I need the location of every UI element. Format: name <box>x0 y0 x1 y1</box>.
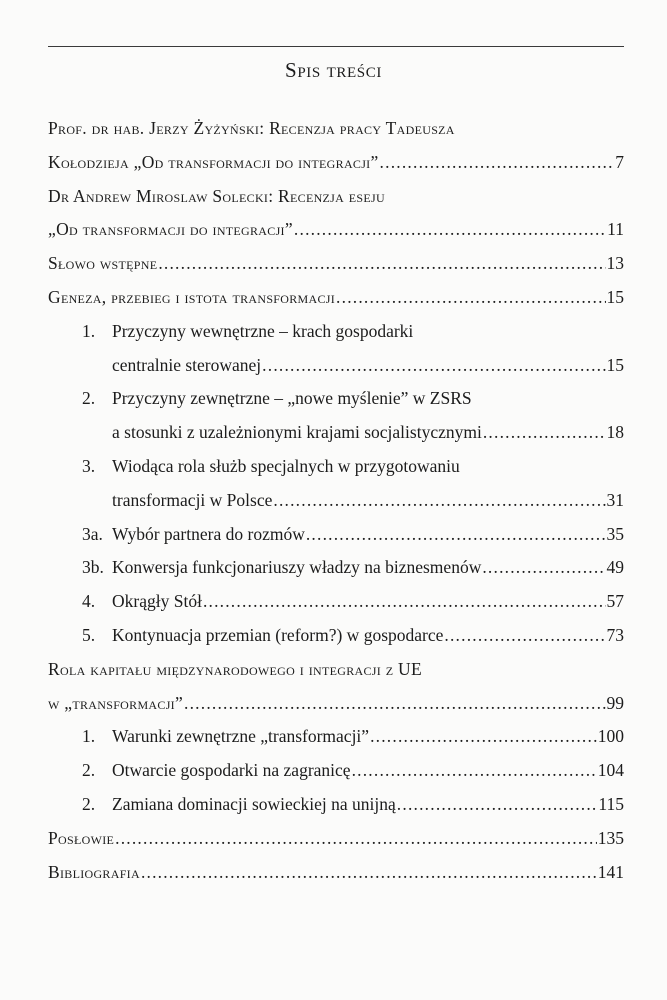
entry-title: Konwersja funkcjonariuszy władzy na biznesmenów <box>112 557 482 578</box>
entry-page-number: 57 <box>606 591 624 612</box>
entry-page-number: 104 <box>597 760 624 781</box>
dot-leader <box>397 788 598 822</box>
toc-entry[interactable] <box>48 551 624 585</box>
entry-number: 5. <box>82 624 96 645</box>
entry-page-number: 7 <box>615 151 624 172</box>
entry-page-number: 141 <box>597 861 624 882</box>
entry-title: a stosunki z uzależnionymi krajami socjalistycznymi <box>112 422 482 443</box>
dot-leader <box>203 585 606 619</box>
toc-entry-line[interactable] <box>48 180 624 214</box>
entry-title: Okrągły Stół <box>112 591 202 612</box>
entry-title: Rola kapitału międzynarodowego i integracji z UE <box>48 658 422 679</box>
toc-entry[interactable] <box>48 856 624 890</box>
toc-entry-line[interactable] <box>48 315 624 349</box>
entry-title: Posłowie <box>48 827 115 848</box>
toc-entry[interactable] <box>48 281 624 315</box>
toc-entry[interactable] <box>48 687 624 721</box>
entry-title: w „transformacji” <box>48 692 184 713</box>
entry-title: Prof. dr hab. Jerzy Żyżyński: Recenzja pracy Tadeusza <box>48 118 455 138</box>
entry-title: Bibliografia <box>48 861 140 882</box>
entry-number: 2. <box>82 760 96 781</box>
entry-page-number: 99 <box>606 692 624 713</box>
toc-entry[interactable] <box>48 146 624 180</box>
entry-number: 3b. <box>82 557 104 578</box>
dot-leader <box>294 213 606 247</box>
entry-title: Przyczyny wewnętrzne – krach gospodarki <box>112 320 414 341</box>
toc-entry[interactable] <box>48 484 624 518</box>
entry-title: Kontynuacja przemian (reform?) w gospodarce <box>112 624 444 645</box>
entry-title: Przyczyny zewnętrzne – „nowe myślenie” w ZSRS <box>112 388 472 409</box>
toc-entry[interactable] <box>48 754 624 788</box>
entry-page-number: 73 <box>606 624 624 645</box>
top-rule <box>48 46 624 47</box>
entry-title: Wybór partnera do rozmów <box>112 523 305 544</box>
dot-leader <box>115 822 597 856</box>
entry-number: 3a. <box>82 523 103 544</box>
entry-title: „Od transformacji do integracji” <box>48 219 293 240</box>
entry-title: Dr Andrew Miroslaw Solecki: Recenzja eseju <box>48 185 385 206</box>
entry-number: 3. <box>82 455 96 476</box>
toc-entry[interactable] <box>48 619 624 653</box>
entry-page-number: 100 <box>597 726 624 747</box>
toc-entry-line[interactable] <box>48 382 624 416</box>
dot-leader <box>158 247 605 281</box>
dot-leader <box>184 687 605 721</box>
entry-title: Otwarcie gospodarki na zagranicę <box>112 760 351 781</box>
entry-number: 1. <box>82 726 96 747</box>
entry-title: Wiodąca rola służb specjalnych w przygotowaniu <box>112 455 460 476</box>
toc-entry[interactable] <box>48 247 624 281</box>
toc-entry[interactable] <box>48 585 624 619</box>
entry-page-number: 135 <box>597 827 624 848</box>
entry-title: Słowo wstępne <box>48 253 158 274</box>
entry-title: Geneza, przebieg i istota transformacji <box>48 286 336 307</box>
dot-leader <box>370 720 597 754</box>
entry-page-number: 11 <box>607 219 624 240</box>
dot-leader <box>336 281 605 315</box>
dot-leader <box>262 349 605 383</box>
dot-leader <box>482 551 605 585</box>
toc-entry[interactable] <box>48 822 624 856</box>
toc-entry[interactable] <box>48 349 624 383</box>
table-of-contents <box>48 112 624 889</box>
entry-title: centralnie sterowanej <box>112 354 262 375</box>
entry-title: transformacji w Polsce <box>112 489 273 510</box>
entry-title: Kołodzieja „Od transformacji do integracji” <box>48 151 379 172</box>
entry-page-number: 13 <box>606 253 624 274</box>
entry-title: Zamiana dominacji sowieckiej na unijną <box>112 793 396 814</box>
toc-entry[interactable] <box>48 213 624 247</box>
entry-number: 2. <box>82 388 96 409</box>
dot-leader <box>380 146 615 180</box>
toc-entry[interactable] <box>48 788 624 822</box>
toc-entry-line[interactable] <box>48 112 624 146</box>
dot-leader <box>352 754 597 788</box>
dot-leader <box>483 416 606 450</box>
entry-number: 2. <box>82 793 96 814</box>
dot-leader <box>306 518 606 552</box>
entry-number: 1. <box>82 320 96 341</box>
entry-page-number: 115 <box>598 793 624 814</box>
entry-page-number: 15 <box>606 354 624 375</box>
entry-page-number: 18 <box>606 422 624 443</box>
toc-entry-line[interactable] <box>48 653 624 687</box>
toc-entry-line[interactable] <box>48 450 624 484</box>
dot-leader <box>444 619 605 653</box>
page-title: Spis treści <box>285 58 382 82</box>
dot-leader <box>141 856 597 890</box>
dot-leader <box>273 484 605 518</box>
entry-title: Warunki zewnętrzne „transformacji” <box>112 726 370 747</box>
toc-entry[interactable] <box>48 518 624 552</box>
entry-number: 4. <box>82 591 96 612</box>
entry-page-number: 49 <box>606 557 624 578</box>
entry-page-number: 35 <box>606 523 624 544</box>
entry-page-number: 31 <box>606 489 624 510</box>
toc-entry[interactable] <box>48 416 624 450</box>
toc-entry[interactable] <box>48 720 624 754</box>
entry-page-number: 15 <box>606 286 624 307</box>
